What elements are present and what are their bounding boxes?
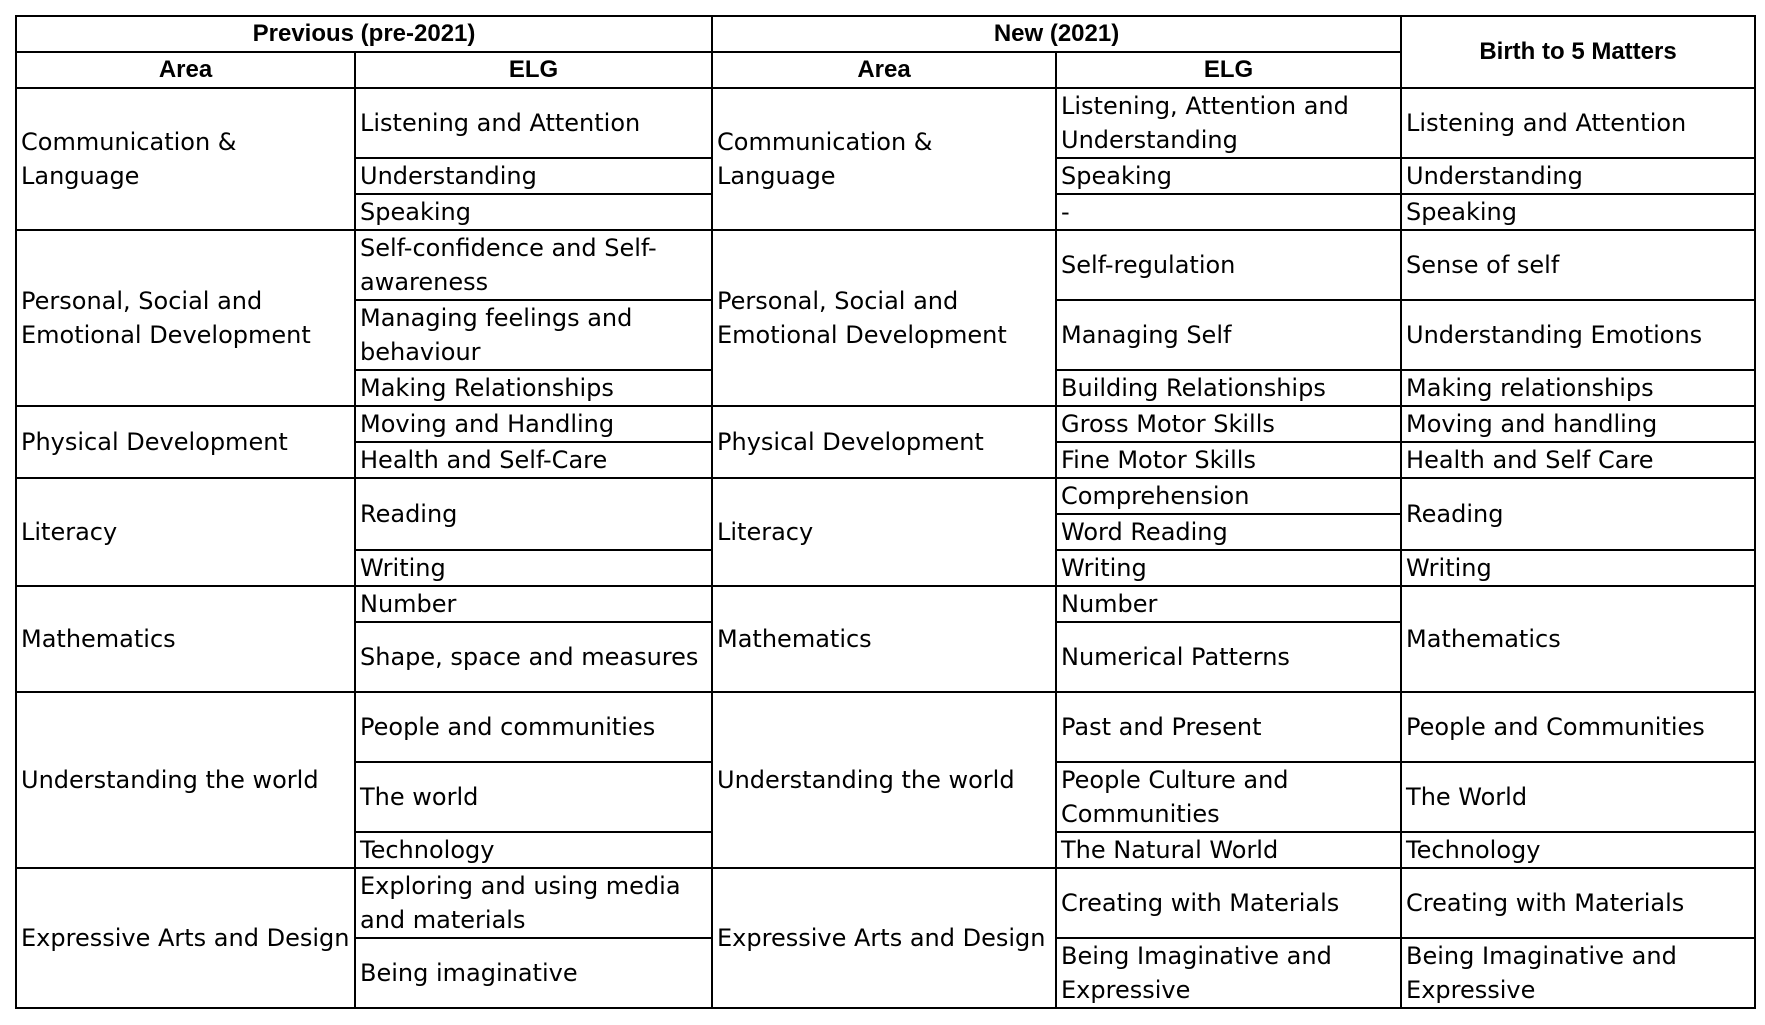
b5m-cell: Understanding Emotions	[1401, 300, 1755, 370]
new-elg-cell: Word Reading	[1056, 514, 1401, 550]
prev-elg-cell: Speaking	[355, 194, 712, 230]
new-area-cell: Literacy	[712, 478, 1056, 586]
header-new-area: Area	[712, 52, 1056, 88]
new-area-cell: Physical Development	[712, 406, 1056, 478]
prev-elg-cell: People and communities	[355, 692, 712, 762]
header-new: New (2021)	[712, 16, 1401, 52]
new-elg-cell: Writing	[1056, 550, 1401, 586]
prev-elg-cell: Reading	[355, 478, 712, 550]
new-area-cell: Expressive Arts and Design	[712, 868, 1056, 1008]
header-prev-elg: ELG	[355, 52, 712, 88]
prev-elg-cell: The world	[355, 762, 712, 832]
prev-area-cell: Physical Development	[16, 406, 355, 478]
b5m-cell: Sense of self	[1401, 230, 1755, 300]
table-row	[16, 478, 1755, 514]
b5m-cell: The World	[1401, 762, 1755, 832]
table-row	[16, 230, 1755, 300]
new-elg-cell: Gross Motor Skills	[1056, 406, 1401, 442]
new-elg-cell: Creating with Materials	[1056, 868, 1401, 938]
new-elg-cell: Numerical Patterns	[1056, 622, 1401, 692]
header-previous: Previous (pre-2021)	[16, 16, 712, 52]
header-new-elg: ELG	[1056, 52, 1401, 88]
prev-elg-cell: Self-confidence and Self-awareness	[355, 230, 712, 300]
prev-area-cell: Literacy	[16, 478, 355, 586]
prev-elg-cell: Making Relationships	[355, 370, 712, 406]
header-prev-area: Area	[16, 52, 355, 88]
b5m-cell: Mathematics	[1401, 586, 1755, 692]
prev-area-cell: Expressive Arts and Design	[16, 868, 355, 1008]
new-elg-cell: Managing Self	[1056, 300, 1401, 370]
b5m-cell: Understanding	[1401, 158, 1755, 194]
prev-elg-cell: Number	[355, 586, 712, 622]
new-elg-cell: People Culture and Communities	[1056, 762, 1401, 832]
prev-elg-cell: Listening and Attention	[355, 88, 712, 158]
prev-elg-cell: Health and Self-Care	[355, 442, 712, 478]
prev-elg-cell: Understanding	[355, 158, 712, 194]
b5m-cell: Speaking	[1401, 194, 1755, 230]
new-elg-cell: Self-regulation	[1056, 230, 1401, 300]
header-row-top	[16, 16, 1755, 52]
b5m-cell: Creating with Materials	[1401, 868, 1755, 938]
prev-area-cell: Communication & Language	[16, 88, 355, 230]
prev-elg-cell: Writing	[355, 550, 712, 586]
b5m-cell: Health and Self Care	[1401, 442, 1755, 478]
new-elg-cell: Comprehension	[1056, 478, 1401, 514]
elg-comparison-table	[15, 15, 1756, 1009]
new-elg-cell: -	[1056, 194, 1401, 230]
new-area-cell: Communication & Language	[712, 88, 1056, 230]
header-birth-to-5-matters: Birth to 5 Matters	[1401, 16, 1755, 88]
new-area-cell: Understanding the world	[712, 692, 1056, 868]
table-row	[16, 88, 1755, 158]
prev-elg-cell: Managing feelings and behaviour	[355, 300, 712, 370]
new-elg-cell: Number	[1056, 586, 1401, 622]
prev-elg-cell: Exploring and using media and materials	[355, 868, 712, 938]
new-elg-cell: Speaking	[1056, 158, 1401, 194]
prev-elg-cell: Being imaginative	[355, 938, 712, 1008]
table-row	[16, 868, 1755, 938]
b5m-cell: Listening and Attention	[1401, 88, 1755, 158]
b5m-cell: Being Imaginative and Expressive	[1401, 938, 1755, 1008]
new-elg-cell: The Natural World	[1056, 832, 1401, 868]
table-row	[16, 586, 1755, 622]
prev-area-cell: Understanding the world	[16, 692, 355, 868]
prev-area-cell: Personal, Social and Emotional Development	[16, 230, 355, 406]
new-area-cell: Mathematics	[712, 586, 1056, 692]
table-row	[16, 692, 1755, 762]
new-elg-cell: Past and Present	[1056, 692, 1401, 762]
new-elg-cell: Listening, Attention and Understanding	[1056, 88, 1401, 158]
b5m-cell: People and Communities	[1401, 692, 1755, 762]
prev-elg-cell: Moving and Handling	[355, 406, 712, 442]
prev-elg-cell: Shape, space and measures	[355, 622, 712, 692]
b5m-cell: Making relationships	[1401, 370, 1755, 406]
b5m-cell: Moving and handling	[1401, 406, 1755, 442]
prev-area-cell: Mathematics	[16, 586, 355, 692]
b5m-cell: Technology	[1401, 832, 1755, 868]
b5m-cell: Reading	[1401, 478, 1755, 550]
new-elg-cell: Building Relationships	[1056, 370, 1401, 406]
prev-elg-cell: Technology	[355, 832, 712, 868]
new-area-cell: Personal, Social and Emotional Development	[712, 230, 1056, 406]
table-row	[16, 406, 1755, 442]
b5m-cell: Writing	[1401, 550, 1755, 586]
new-elg-cell: Fine Motor Skills	[1056, 442, 1401, 478]
new-elg-cell: Being Imaginative and Expressive	[1056, 938, 1401, 1008]
